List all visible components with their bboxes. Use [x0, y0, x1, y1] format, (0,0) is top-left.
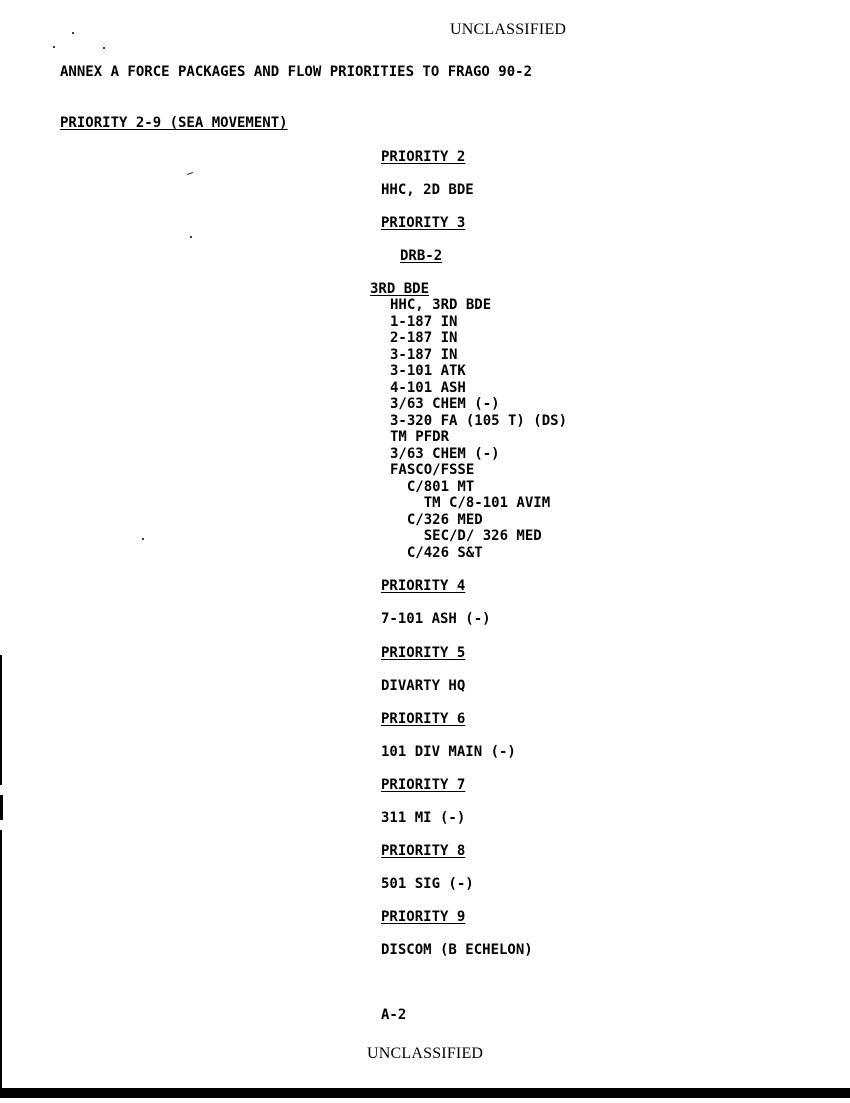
unit-line: TM PFDR: [390, 429, 450, 445]
unit-line: C/426 S&T: [390, 545, 483, 561]
scan-edge: [0, 830, 2, 1090]
unit-line: TM C/8-101 AVIM: [390, 495, 551, 511]
drb-label: DRB-2: [400, 248, 443, 264]
unit-line: SEC/D/ 326 MED: [390, 528, 542, 544]
priority-6-unit: 101 DIV MAIN (-): [381, 744, 516, 760]
annex-title: ANNEX A FORCE PACKAGES AND FLOW PRIORITIES TO FRAGO 90-2: [60, 64, 533, 80]
priority-7-unit: 311 MI (-): [381, 810, 466, 826]
priority-5-unit: DIVARTY HQ: [381, 678, 466, 694]
priority-8-label: PRIORITY 8: [381, 843, 466, 859]
scan-speck: [187, 172, 193, 175]
priority-2-label: PRIORITY 2: [381, 149, 466, 165]
unit-line: 3/63 CHEM (-): [390, 446, 500, 462]
unit-line: 3/63 CHEM (-): [390, 396, 500, 412]
priority-8-unit: 501 SIG (-): [381, 876, 474, 892]
footer-classification: UNCLASSIFIED: [367, 1045, 484, 1062]
scan-speck: [103, 47, 105, 49]
header-classification: UNCLASSIFIED: [450, 21, 567, 38]
unit-line: 2-187 IN: [390, 330, 458, 346]
unit-line: C/801 MT: [390, 479, 475, 495]
page-number: A-2: [381, 1007, 407, 1023]
priority-9-label: PRIORITY 9: [381, 909, 466, 925]
unit-line: C/326 MED: [390, 512, 483, 528]
unit-line: FASCO/FSSE: [390, 462, 475, 478]
priority-5-label: PRIORITY 5: [381, 645, 466, 661]
priority-3-label: PRIORITY 3: [381, 215, 466, 231]
priority-2-unit: HHC, 2D BDE: [381, 182, 474, 198]
unit-line: 4-101 ASH: [390, 380, 466, 396]
scan-edge: [0, 655, 2, 785]
scan-speck: [72, 32, 74, 34]
scan-speck: [53, 46, 55, 48]
unit-line: 3-187 IN: [390, 347, 458, 363]
bde-heading: 3RD BDE: [370, 281, 430, 297]
scan-speck: [190, 236, 192, 238]
section-heading: PRIORITY 2-9 (SEA MOVEMENT): [60, 115, 288, 131]
scan-bottom-bar: [0, 1088, 850, 1098]
priority-4-label: PRIORITY 4: [381, 578, 466, 594]
unit-line: 3-101 ATK: [390, 363, 466, 379]
priority-7-label: PRIORITY 7: [381, 777, 466, 793]
unit-line: 3-320 FA (105 T) (DS): [390, 413, 568, 429]
unit-line: HHC, 3RD BDE: [390, 297, 492, 313]
scan-speck: [142, 538, 144, 540]
unit-line: 1-187 IN: [390, 314, 458, 330]
priority-6-label: PRIORITY 6: [381, 711, 466, 727]
scan-edge: [0, 795, 3, 820]
priority-4-unit: 7-101 ASH (-): [381, 611, 491, 627]
priority-9-unit: DISCOM (B ECHELON): [381, 942, 533, 958]
